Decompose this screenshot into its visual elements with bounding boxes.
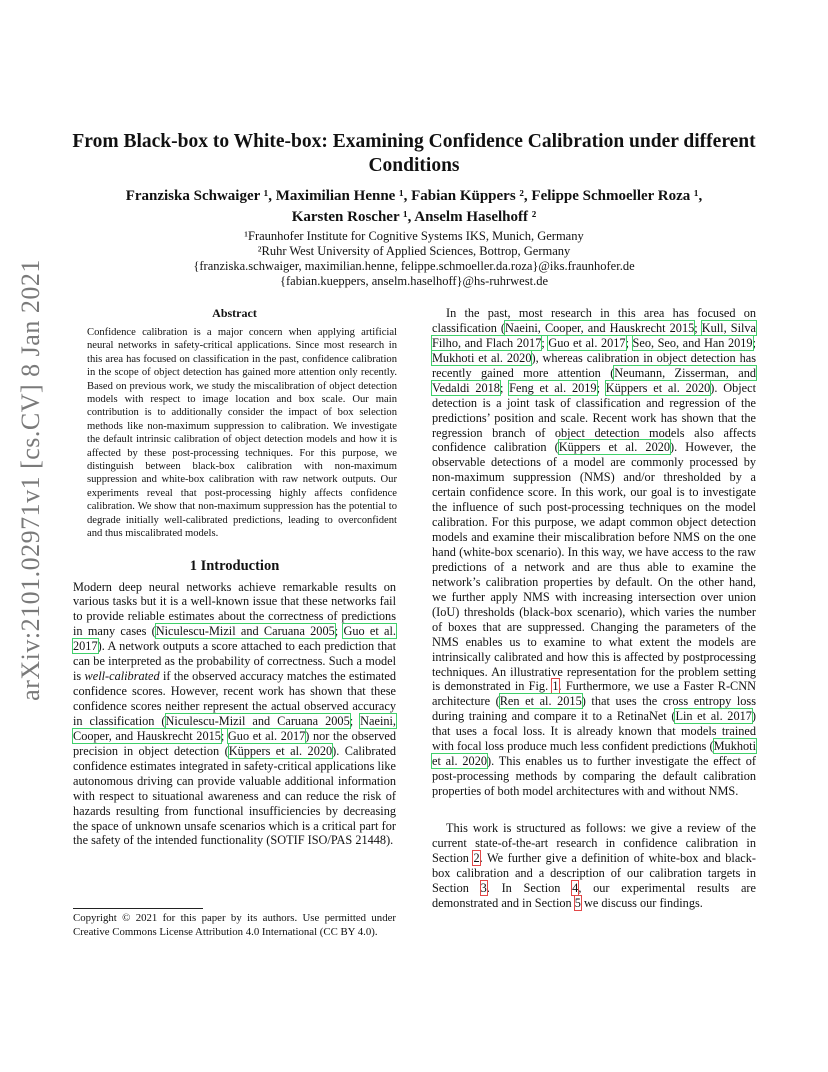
citation-link[interactable]: Niculescu-Mizil and Caruana 2005 (165, 713, 350, 728)
citation-link[interactable]: Küppers et al. 2020 (228, 743, 333, 758)
right-column (432, 306, 756, 911)
section-reference-link[interactable]: 4 (572, 880, 579, 895)
intro-paragraph-1: Modern deep neural networks achieve remarkable results on various tasks but it is a well-known issue that these networks fail to provide reliable estimates about the correctness of predictions in many cases (Niculescu-Mizil and Caruana 2005; Guo et al. 2017). A network outputs a score attached to each prediction that can be interpreted as the probability of correctness. Such a model is well-calibrated if the observed accuracy matches the estimated confidence scores. However, recent work has shown that these confidence scores neither represent the actual observed accuracy in classification (Niculescu-Mizil and Caruana 2005; Naeini, Cooper, and Hauskrecht 2015; Guo et al. 2017) nor the observed precision in object detection (Küppers et al. 2020). Calibrated confidence estimates integrated in safety-critical applications like autonomous driving can provide valuable additional information with respect to situational awareness and can reduce the risk of hazards resulting from functional insufficiencies by decreasing the space of unknown unsafe scenarios which is a critical part for the safety of the intended functionality (SOTIF ISO/PAS 21448). (73, 579, 397, 848)
section-heading-introduction: 1 Introduction (189, 557, 280, 574)
citation-link[interactable]: Naeini, Cooper, and Hauskrecht 2015 (505, 320, 695, 335)
citation-link[interactable]: Mukhoti et al. 2020 (432, 350, 532, 365)
arxiv-identifier: arXiv:2101.02971v1 [cs.CV] 8 Jan 2021 (16, 259, 45, 701)
author-line-2: Karsten Roscher ¹, Anselm Haselhoff ² (291, 209, 537, 225)
citation-link[interactable]: Küppers et al. 2020 (558, 440, 671, 455)
paper-title: From Black-box to White-box: Examining Confidence Calibration under different Conditions (72, 131, 756, 176)
citation-link[interactable]: Guo et al. 2017 (73, 624, 396, 654)
citation-link[interactable]: Feng et al. 2019 (509, 380, 597, 395)
citation-link[interactable]: Niculescu-Mizil and Caruana 2005 (155, 624, 335, 639)
affiliation-1: ¹Fraunhofer Institute for Cognitive Systems IKS, Munich, Germany (244, 229, 584, 243)
figure-reference-link[interactable]: 1 (552, 679, 559, 694)
author-list (70, 186, 758, 228)
abstract-text: Confidence calibration is a major concern when applying artificial neural networks in safety-critical applications. Since most research in this area has focused on classification in the past, confidence calibration in the scope of object detection has gained more attention only recently. Based on previous work, we study the miscalibration of object detection models with respect to image location and box scale. Our main contribution is to additionally consider the impact of box selection methods like non-maximum suppression to calibration. We investigate the default intrinsic calibration of object detection models and how it is affected by these post-processing techniques. For this purpose, we distinguish between black-box calibration with non-maximum suppression and white-box calibration with raw network outputs. Our experiments reveal that post-processing highly affects confidence calibration. We show that non-maximum suppression has the potential to degrade initially well-calibrated predictions, leading to overconfident and thus miscalibrated models. (87, 327, 397, 540)
left-column (73, 306, 396, 848)
intro-paragraph-3: This work is structured as follows: we give a review of the current state-of-the-art research in confidence calibration in Section 2. We further give a definition of white-box and black-box calibration and a description of our calibration targets in Section 3. In Section 4, our experimental results are demonstrated and in Section 5 we discuss our findings. (432, 820, 756, 910)
email-line-2: {fabian.kueppers, anselm.haselhoff}@hs-ruhrwest.de (280, 274, 548, 288)
citation-link[interactable]: Guo et al. 2017 (227, 728, 306, 743)
footnote-divider (73, 908, 203, 909)
affiliations (100, 229, 728, 289)
citation-link[interactable]: Küppers et al. 2020 (605, 380, 711, 395)
citation-link[interactable]: Guo et al. 2017 (548, 335, 626, 350)
section-reference-link[interactable]: 5 (574, 895, 581, 910)
citation-link[interactable]: Seo, Seo, and Han 2019 (632, 335, 753, 350)
email-line-1: {franziska.schwaiger, maximilian.henne, felippe.schmoeller.da.roza}@iks.fraunhofer.de (193, 259, 635, 273)
intro-paragraph-2: In the past, most research in this area has focused on classification (Naeini, Cooper, and Hauskrecht 2015; Kull, Silva Filho, and Flach 2017; Guo et al. 2017; Seo, Seo, and Han 2019; Mukhoti et al. 2020), whereas calibration in object detection has recently gained more attention (Neumann, Zisserman, and Vedaldi 2018; Feng et al. 2019; Küppers et al. 2020). Object detection is a joint task of classification and regression of the predictions’ position and scale. Recent work has shown that the regression branch of object detection models also affects confidence calibration (Küppers et al. 2020). However, the observable detections of a model are commonly processed by non-maximum suppression (NMS) and/or thresholded by a certain confidence score. In this work, our goal is to investigate the influence of such post-processing techniques on the model calibration. For this purpose, we adapt common object detection models and examine their miscalibration before NMS on the one hand (white-box scenario). In this way, we have access to the raw predictions of a network and are thus able to examine the network’s calibration properties by default. On the other hand, we further apply NMS with increasing intersection over union (IoU) thresholds (black-box scenario), which varies the number of boxes that are suppressed. Changing the parameters of the NMS enables us to examine to what extent the models are intrinsically calibrated and how this is affected by postprocessing techniques. An illustrative representation for the problem setting is demonstrated in Fig. 1. Furthermore, we use a Faster R-CNN architecture (Ren et al. 2015) that uses the cross entropy loss during training and compare it to a RetinaNet (Lin et al. 2017) that uses a focal loss. It is already known that models trained with focal loss produce much less confident predictions (Mukhoti et al. 2020). This enables us to further investigate the effect of post-processing methods by comparing the default calibration properties of both model architectures with and without NMS. (432, 306, 757, 798)
copyright-footnote: Copyright © 2021 for this paper by its authors. Use permitted under Creative Commons License Attribution 4.0 International (CC BY 4.0). (73, 912, 396, 938)
citation-link[interactable]: Kull, Silva Filho, and Flach 2017 (432, 320, 757, 350)
citation-link[interactable]: Lin et al. 2017 (675, 709, 752, 724)
abstract-heading: Abstract (212, 306, 257, 320)
citation-link[interactable]: Ren et al. 2015 (499, 694, 582, 709)
author-line-1: Franziska Schwaiger ¹, Maximilian Henne ¹, Fabian Küppers ², Felippe Schmoeller Roza ¹, (125, 188, 703, 204)
emphasis-well-calibrated: well-calibrated (84, 669, 160, 684)
section-reference-link[interactable]: 2 (473, 850, 480, 865)
citation-link[interactable]: Mukhoti et al. 2020 (432, 739, 756, 769)
arxiv-stamp (6, 259, 56, 701)
citation-link[interactable]: Neumann, Zisserman, and Vedaldi 2018 (432, 365, 756, 395)
section-reference-link[interactable]: 3 (480, 880, 487, 895)
citation-link[interactable]: Naeini, Cooper, and Hauskrecht 2015 (73, 713, 397, 743)
affiliation-2: ²Ruhr West University of Applied Sciences, Bottrop, Germany (257, 244, 571, 258)
